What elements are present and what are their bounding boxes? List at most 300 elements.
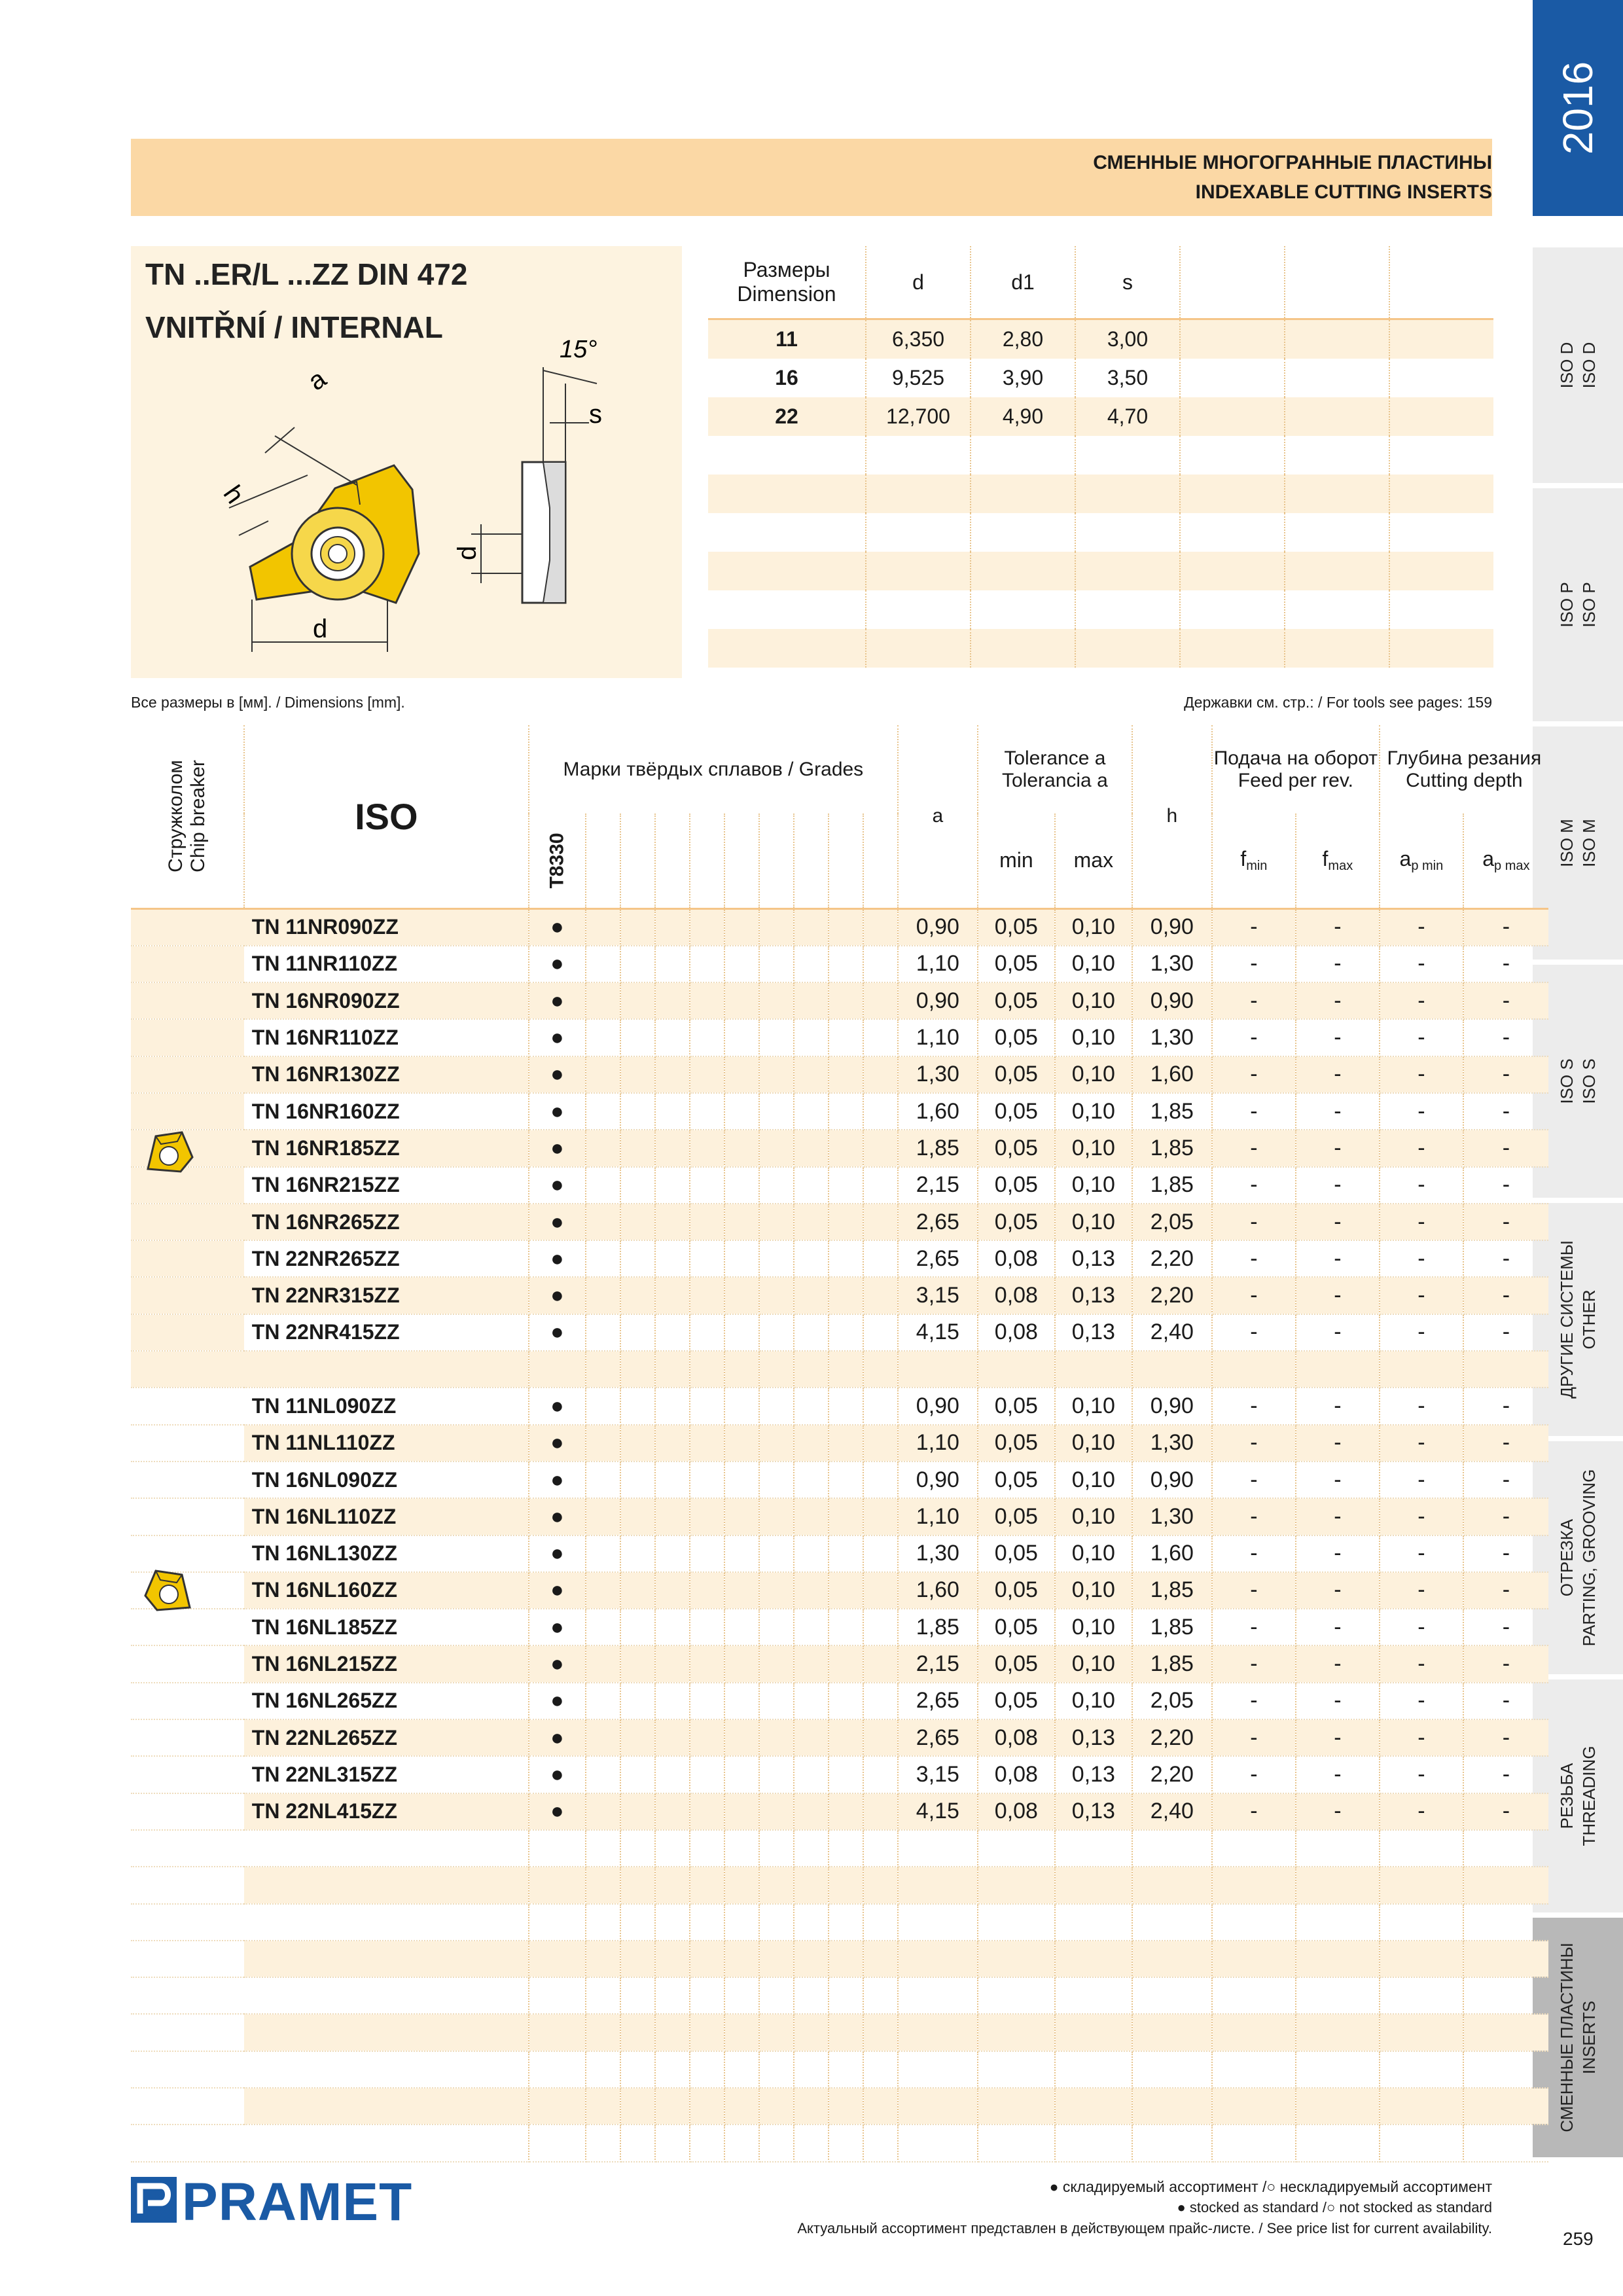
- grade-cell: [794, 1167, 829, 1204]
- value-min: [978, 1351, 1055, 1388]
- value-a1: -: [1380, 1314, 1463, 1351]
- grade-cell: [586, 1425, 620, 1462]
- grade-cell: [794, 982, 829, 1019]
- value-min: 0,05: [978, 1167, 1055, 1204]
- value-a2: -: [1463, 908, 1548, 946]
- value-min: [978, 1977, 1055, 2014]
- header-feed-ru: Подача на оборот: [1213, 747, 1378, 769]
- insert-designation: TN 16NR265ZZ: [244, 1204, 529, 1240]
- grade-cell: [863, 2014, 898, 2051]
- value-max: [1055, 2125, 1132, 2161]
- value-a: [898, 1351, 978, 1388]
- grade-cell: [620, 1204, 655, 1240]
- grade-cell: [829, 1240, 863, 1277]
- grade-cell: [794, 946, 829, 982]
- fmin-sub: min: [1246, 859, 1268, 874]
- stock-status: ●: [529, 1056, 586, 1093]
- grade-cell: [724, 1388, 759, 1424]
- grade-cell: [655, 1904, 690, 1941]
- chip-breaker-cell: [131, 982, 244, 1019]
- value-h: 1,30: [1132, 946, 1212, 982]
- dimension-table: [708, 246, 1493, 668]
- grade-cell: [655, 982, 690, 1019]
- grade-cell: [690, 1904, 724, 1941]
- value-max: [1055, 1867, 1132, 1903]
- side-tab-label: СМЕННЫЕ ПЛАСТИНЫ: [1557, 1943, 1577, 2132]
- grade-cell: [655, 1277, 690, 1314]
- grade-cell: [863, 1719, 898, 1756]
- value-a: 2,65: [898, 1683, 978, 1719]
- grade-cell: [586, 1719, 620, 1756]
- grade-cell: [724, 1425, 759, 1462]
- grade-cell: [690, 2088, 724, 2125]
- value-h: 0,90: [1132, 1388, 1212, 1424]
- table-row: [131, 1941, 1548, 1977]
- value-max: 0,10: [1055, 1093, 1132, 1130]
- value-h: 1,85: [1132, 1645, 1212, 1682]
- value-h: 2,40: [1132, 1314, 1212, 1351]
- grade-cell: [724, 1683, 759, 1719]
- apmax-sub: p max: [1494, 859, 1530, 874]
- value-f1: -: [1212, 1793, 1296, 1830]
- stock-status: ●: [529, 1462, 586, 1498]
- dim-empty: [1180, 359, 1285, 397]
- value-a1: -: [1380, 1609, 1463, 1645]
- grade-cell: [724, 1609, 759, 1645]
- grade-cell: [690, 1609, 724, 1645]
- grade-cell: [724, 2125, 759, 2161]
- value-a2: -: [1463, 1683, 1548, 1719]
- value-f1: [1212, 1977, 1296, 2014]
- grade-cell: [794, 1793, 829, 1830]
- insert-designation: [244, 1351, 529, 1388]
- grade-cell: [655, 1977, 690, 2014]
- grade-cell: [655, 1609, 690, 1645]
- grade-cell: [690, 1793, 724, 1830]
- side-tab-label: ISO D: [1557, 342, 1577, 389]
- grade-cell: [620, 2014, 655, 2051]
- table-row: [708, 319, 1493, 359]
- grade-cell: [759, 1056, 794, 1093]
- grade-cell: [586, 1572, 620, 1609]
- grade-cell: [690, 1351, 724, 1388]
- grade-cell: [794, 1388, 829, 1424]
- value-f2: [1296, 2014, 1380, 2051]
- value-a1: [1380, 2051, 1463, 2088]
- dim-label-angle: 15°: [560, 336, 597, 363]
- grade-cell: [724, 1719, 759, 1756]
- side-tab-iso-d[interactable]: [1533, 247, 1623, 483]
- grade-cell: [863, 1683, 898, 1719]
- value-h: 2,05: [1132, 1204, 1212, 1240]
- value-f1: -: [1212, 1645, 1296, 1682]
- value-f2: -: [1296, 1056, 1380, 1093]
- value-h: [1132, 2014, 1212, 2051]
- value-max: 0,10: [1055, 1683, 1132, 1719]
- insert-designation: TN 11NR110ZZ: [244, 946, 529, 982]
- grade-cell: [655, 2014, 690, 2051]
- grade-cell: [655, 946, 690, 982]
- grade-cell: [586, 2051, 620, 2088]
- chip-breaker-cell: [131, 1719, 244, 1756]
- grade-cell: [829, 1867, 863, 1903]
- grade-cell: [863, 1645, 898, 1682]
- insert-designation: TN 16NR160ZZ: [244, 1093, 529, 1130]
- table-row: [131, 1719, 1548, 1756]
- grade-cell: [829, 1277, 863, 1314]
- grade-cell: [794, 1277, 829, 1314]
- value-min: 0,08: [978, 1277, 1055, 1314]
- fmin-label: f: [1240, 847, 1247, 871]
- grade-cell: [724, 946, 759, 982]
- stock-status: ●: [529, 1535, 586, 1572]
- stock-status: [529, 1867, 586, 1903]
- table-row: [131, 1462, 1548, 1498]
- table-row: [131, 1609, 1548, 1645]
- grade-cell: [655, 1019, 690, 1056]
- stock-status: [529, 1830, 586, 1867]
- grade-cell: [690, 1756, 724, 1793]
- side-tab-label: ISO M: [1579, 819, 1599, 867]
- grade-cell: [829, 1793, 863, 1830]
- table-row: [708, 359, 1493, 397]
- value-a2: -: [1463, 1240, 1548, 1277]
- grade-cell: [829, 908, 863, 946]
- legend-en: ● stocked as standard /○ not stocked as standard: [1177, 2199, 1492, 2215]
- value-max: 0,10: [1055, 908, 1132, 946]
- value-f2: [1296, 1941, 1380, 1977]
- grade-cell: [794, 1719, 829, 1756]
- value-a2: -: [1463, 1535, 1548, 1572]
- value-max: [1055, 2014, 1132, 2051]
- stock-status: ●: [529, 1793, 586, 1830]
- grade-cell: [724, 1093, 759, 1130]
- grade-cell: [724, 1204, 759, 1240]
- stock-status: [529, 2125, 586, 2161]
- value-a2: -: [1463, 1130, 1548, 1166]
- value-min: [978, 2088, 1055, 2125]
- grade-cell: [620, 1351, 655, 1388]
- grade-cell: [724, 1167, 759, 1204]
- grade-cell: [863, 1793, 898, 1830]
- value-max: 0,10: [1055, 1130, 1132, 1166]
- tools-pages-note[interactable]: Державки см. стр.: / For tools see pages: 159: [1184, 694, 1492, 711]
- value-f1: -: [1212, 1609, 1296, 1645]
- value-max: 0,10: [1055, 1645, 1132, 1682]
- value-max: 0,10: [1055, 1498, 1132, 1535]
- grade-cell: [759, 1167, 794, 1204]
- grade-cell: [863, 1056, 898, 1093]
- insert-front-view: [250, 465, 419, 603]
- table-row: [708, 552, 1493, 590]
- grade-cell: [829, 946, 863, 982]
- grade-cell: [655, 1130, 690, 1166]
- value-a2: -: [1463, 1314, 1548, 1351]
- grade-cell: [620, 1645, 655, 1682]
- dim-label-s: s: [589, 400, 602, 429]
- value-a: [898, 1904, 978, 1941]
- grade-cell: [724, 2014, 759, 2051]
- value-a: [898, 1830, 978, 1867]
- grade-cell: [655, 1167, 690, 1204]
- value-f1: -: [1212, 1462, 1296, 1498]
- grade-cell: [794, 1572, 829, 1609]
- value-a1: -: [1380, 1167, 1463, 1204]
- grade-cell: [759, 1351, 794, 1388]
- insert-designation: [244, 1904, 529, 1941]
- value-f1: -: [1212, 982, 1296, 1019]
- grade-cell: [863, 1462, 898, 1498]
- grade-cell: [586, 1977, 620, 2014]
- value-max: 0,10: [1055, 1425, 1132, 1462]
- value-min: 0,05: [978, 1425, 1055, 1462]
- side-tab-label: ISO D: [1579, 342, 1599, 389]
- value-a2: [1463, 1351, 1548, 1388]
- value-f2: -: [1296, 1498, 1380, 1535]
- grade-cell: [724, 1535, 759, 1572]
- value-f2: -: [1296, 1019, 1380, 1056]
- table-row: [131, 1977, 1548, 2014]
- grade-cell: [620, 1388, 655, 1424]
- dim-d1: 4,90: [971, 397, 1075, 436]
- grade-cell: [724, 1130, 759, 1166]
- value-a: [898, 2125, 978, 2161]
- value-a2: -: [1463, 1167, 1548, 1204]
- value-max: [1055, 1830, 1132, 1867]
- side-tab-iso-p[interactable]: [1533, 488, 1623, 721]
- grade-cell: [863, 2125, 898, 2161]
- insert-designation: TN 16NR185ZZ: [244, 1130, 529, 1166]
- value-a: 0,90: [898, 908, 978, 946]
- grade-cell: [829, 1535, 863, 1572]
- year-tab[interactable]: [1533, 0, 1623, 216]
- value-min: 0,08: [978, 1756, 1055, 1793]
- grade-cell: [794, 1609, 829, 1645]
- stock-status: [529, 2014, 586, 2051]
- value-h: 2,20: [1132, 1756, 1212, 1793]
- value-a: 1,10: [898, 1019, 978, 1056]
- value-max: [1055, 1941, 1132, 1977]
- header-tolerance: [978, 725, 1132, 814]
- dim-header-size-en: Dimension: [737, 282, 836, 306]
- stock-status: ●: [529, 908, 586, 946]
- value-a2: -: [1463, 1388, 1548, 1424]
- value-f1: [1212, 2088, 1296, 2125]
- value-a: 1,30: [898, 1535, 978, 1572]
- table-row: [131, 1793, 1548, 1830]
- grade-cell: [759, 1609, 794, 1645]
- dim-label-d1: d: [453, 545, 482, 560]
- value-h: 1,30: [1132, 1498, 1212, 1535]
- grade-cell: [829, 1498, 863, 1535]
- grade-cell: [759, 1904, 794, 1941]
- grade-cell: [724, 1645, 759, 1682]
- table-row: [131, 1351, 1548, 1388]
- value-h: [1132, 1941, 1212, 1977]
- grade-cell: [690, 1535, 724, 1572]
- header-tol2: Tolerancia a: [1001, 769, 1108, 791]
- grade-cell: [794, 1977, 829, 2014]
- value-a: 4,15: [898, 1793, 978, 1830]
- side-tab-label: THREADING: [1579, 1746, 1599, 1846]
- value-a: 2,65: [898, 1240, 978, 1277]
- grade-cell: [620, 946, 655, 982]
- header-title-ru: СМЕННЫЕ МНОГОГРАННЫЕ ПЛАСТИНЫ: [1093, 152, 1492, 173]
- grade-cell: [829, 982, 863, 1019]
- grade-cell: [620, 1425, 655, 1462]
- value-a1: [1380, 2014, 1463, 2051]
- grade-cell: [759, 1977, 794, 2014]
- chip-breaker-cell: [131, 1645, 244, 1682]
- grade-cell: [586, 2014, 620, 2051]
- value-f2: -: [1296, 1388, 1380, 1424]
- dim-empty: [1389, 359, 1493, 397]
- value-f1: -: [1212, 1388, 1296, 1424]
- table-row: [131, 982, 1548, 1019]
- grade-cell: [690, 1130, 724, 1166]
- value-a: [898, 2051, 978, 2088]
- grade-cell: [829, 2014, 863, 2051]
- grade-cell: [586, 1240, 620, 1277]
- grade-cell: [690, 1388, 724, 1424]
- table-row: [131, 1314, 1548, 1351]
- grade-cell: [620, 1977, 655, 2014]
- value-a2: -: [1463, 1277, 1548, 1314]
- value-f1: -: [1212, 1683, 1296, 1719]
- header-grades: Марки твёрдых сплавов / Grades: [529, 725, 898, 814]
- grade-cell: [690, 1867, 724, 1903]
- value-f2: -: [1296, 1314, 1380, 1351]
- apmin-sub: p min: [1411, 859, 1444, 874]
- grade-cell: [620, 1904, 655, 1941]
- table-row: [708, 513, 1493, 552]
- stock-status: ●: [529, 1388, 586, 1424]
- grade-cell: [724, 1351, 759, 1388]
- grade-cell: [655, 1756, 690, 1793]
- header-tol-min: min: [978, 814, 1055, 908]
- value-a1: -: [1380, 1462, 1463, 1498]
- grade-cell: [724, 1019, 759, 1056]
- grade-cell: [863, 1019, 898, 1056]
- dim-empty: [1285, 397, 1389, 436]
- grade-cell: [655, 2051, 690, 2088]
- chip-breaker-cell: [131, 1056, 244, 1093]
- grade-cell: [620, 1535, 655, 1572]
- value-a2: -: [1463, 1645, 1548, 1682]
- insert-designation: TN 16NR090ZZ: [244, 982, 529, 1019]
- value-a2: -: [1463, 1719, 1548, 1756]
- grade-cell: [794, 1683, 829, 1719]
- table-row: [131, 1093, 1548, 1130]
- grade-cell: [829, 1572, 863, 1609]
- grade-cell: [829, 1977, 863, 2014]
- value-a: 2,15: [898, 1645, 978, 1682]
- value-h: 1,85: [1132, 1167, 1212, 1204]
- value-a1: -: [1380, 1019, 1463, 1056]
- value-min: 0,05: [978, 908, 1055, 946]
- value-a2: [1463, 1867, 1548, 1903]
- stock-status: ●: [529, 1019, 586, 1056]
- value-a1: -: [1380, 1572, 1463, 1609]
- grade-cell: [794, 1019, 829, 1056]
- grade-cell: [794, 2088, 829, 2125]
- value-f1: -: [1212, 1056, 1296, 1093]
- value-max: 0,13: [1055, 1277, 1132, 1314]
- chip-breaker-cell: [131, 946, 244, 982]
- chip-breaker-cell: [131, 1756, 244, 1793]
- dim-header-d1: d1: [971, 246, 1075, 319]
- chip-breaker-cell: [131, 1093, 244, 1130]
- dim-empty: [1285, 359, 1389, 397]
- grade-cell: [794, 1756, 829, 1793]
- grade-cell: [620, 1867, 655, 1903]
- insert-designation: TN 22NR415ZZ: [244, 1314, 529, 1351]
- dim-d: 12,700: [866, 397, 971, 436]
- grade-cell: [620, 1793, 655, 1830]
- legend-ru: ● складируемый ассортимент /○ нескладируемый ассортимент: [1049, 2178, 1492, 2195]
- header-chip-breaker: [131, 725, 244, 908]
- value-h: [1132, 1867, 1212, 1903]
- stock-status: ●: [529, 982, 586, 1019]
- table-row: [708, 397, 1493, 436]
- value-a2: [1463, 1941, 1548, 1977]
- value-a1: -: [1380, 1425, 1463, 1462]
- value-f1: [1212, 2125, 1296, 2161]
- value-a: [898, 1867, 978, 1903]
- value-min: 0,08: [978, 1314, 1055, 1351]
- grade-cell: [759, 1019, 794, 1056]
- dim-empty: [1389, 397, 1493, 436]
- grade-cell: [690, 1056, 724, 1093]
- value-a2: -: [1463, 1462, 1548, 1498]
- grade-cell: [690, 1277, 724, 1314]
- table-row: [131, 1277, 1548, 1314]
- value-h: 2,20: [1132, 1719, 1212, 1756]
- chip-breaker-cell: [131, 1314, 244, 1351]
- pramet-logo: PRAMET: [182, 2172, 413, 2232]
- header-depth-en: Cutting depth: [1406, 769, 1523, 791]
- grade-cell: [690, 946, 724, 982]
- grade-cell: [586, 1756, 620, 1793]
- grade-cell: [863, 1867, 898, 1903]
- grade-cell: [829, 1719, 863, 1756]
- grade-cell: [863, 1130, 898, 1166]
- value-max: [1055, 1904, 1132, 1941]
- chip-breaker-cell: [131, 1535, 244, 1572]
- value-f1: -: [1212, 908, 1296, 946]
- value-max: 0,13: [1055, 1719, 1132, 1756]
- table-row: [708, 590, 1493, 629]
- grade-cell: [655, 1535, 690, 1572]
- header-feed-en: Feed per rev.: [1238, 769, 1353, 791]
- grade-cell: [620, 2125, 655, 2161]
- value-a: 0,90: [898, 1462, 978, 1498]
- header-h: h: [1132, 725, 1212, 908]
- table-row: [131, 1535, 1548, 1572]
- grade-cell: [655, 1498, 690, 1535]
- value-f1: -: [1212, 1535, 1296, 1572]
- grade-cell: [690, 1314, 724, 1351]
- header-tol-max: max: [1055, 814, 1132, 908]
- grade-cell: [794, 1204, 829, 1240]
- value-a1: -: [1380, 1240, 1463, 1277]
- grade-cell: [586, 1351, 620, 1388]
- grade-cell: [863, 1240, 898, 1277]
- value-a1: -: [1380, 1793, 1463, 1830]
- side-tab-label: ОТРЕЗКА: [1557, 1518, 1577, 1597]
- inserts-table: [131, 725, 1548, 2162]
- grade-cell: [759, 1572, 794, 1609]
